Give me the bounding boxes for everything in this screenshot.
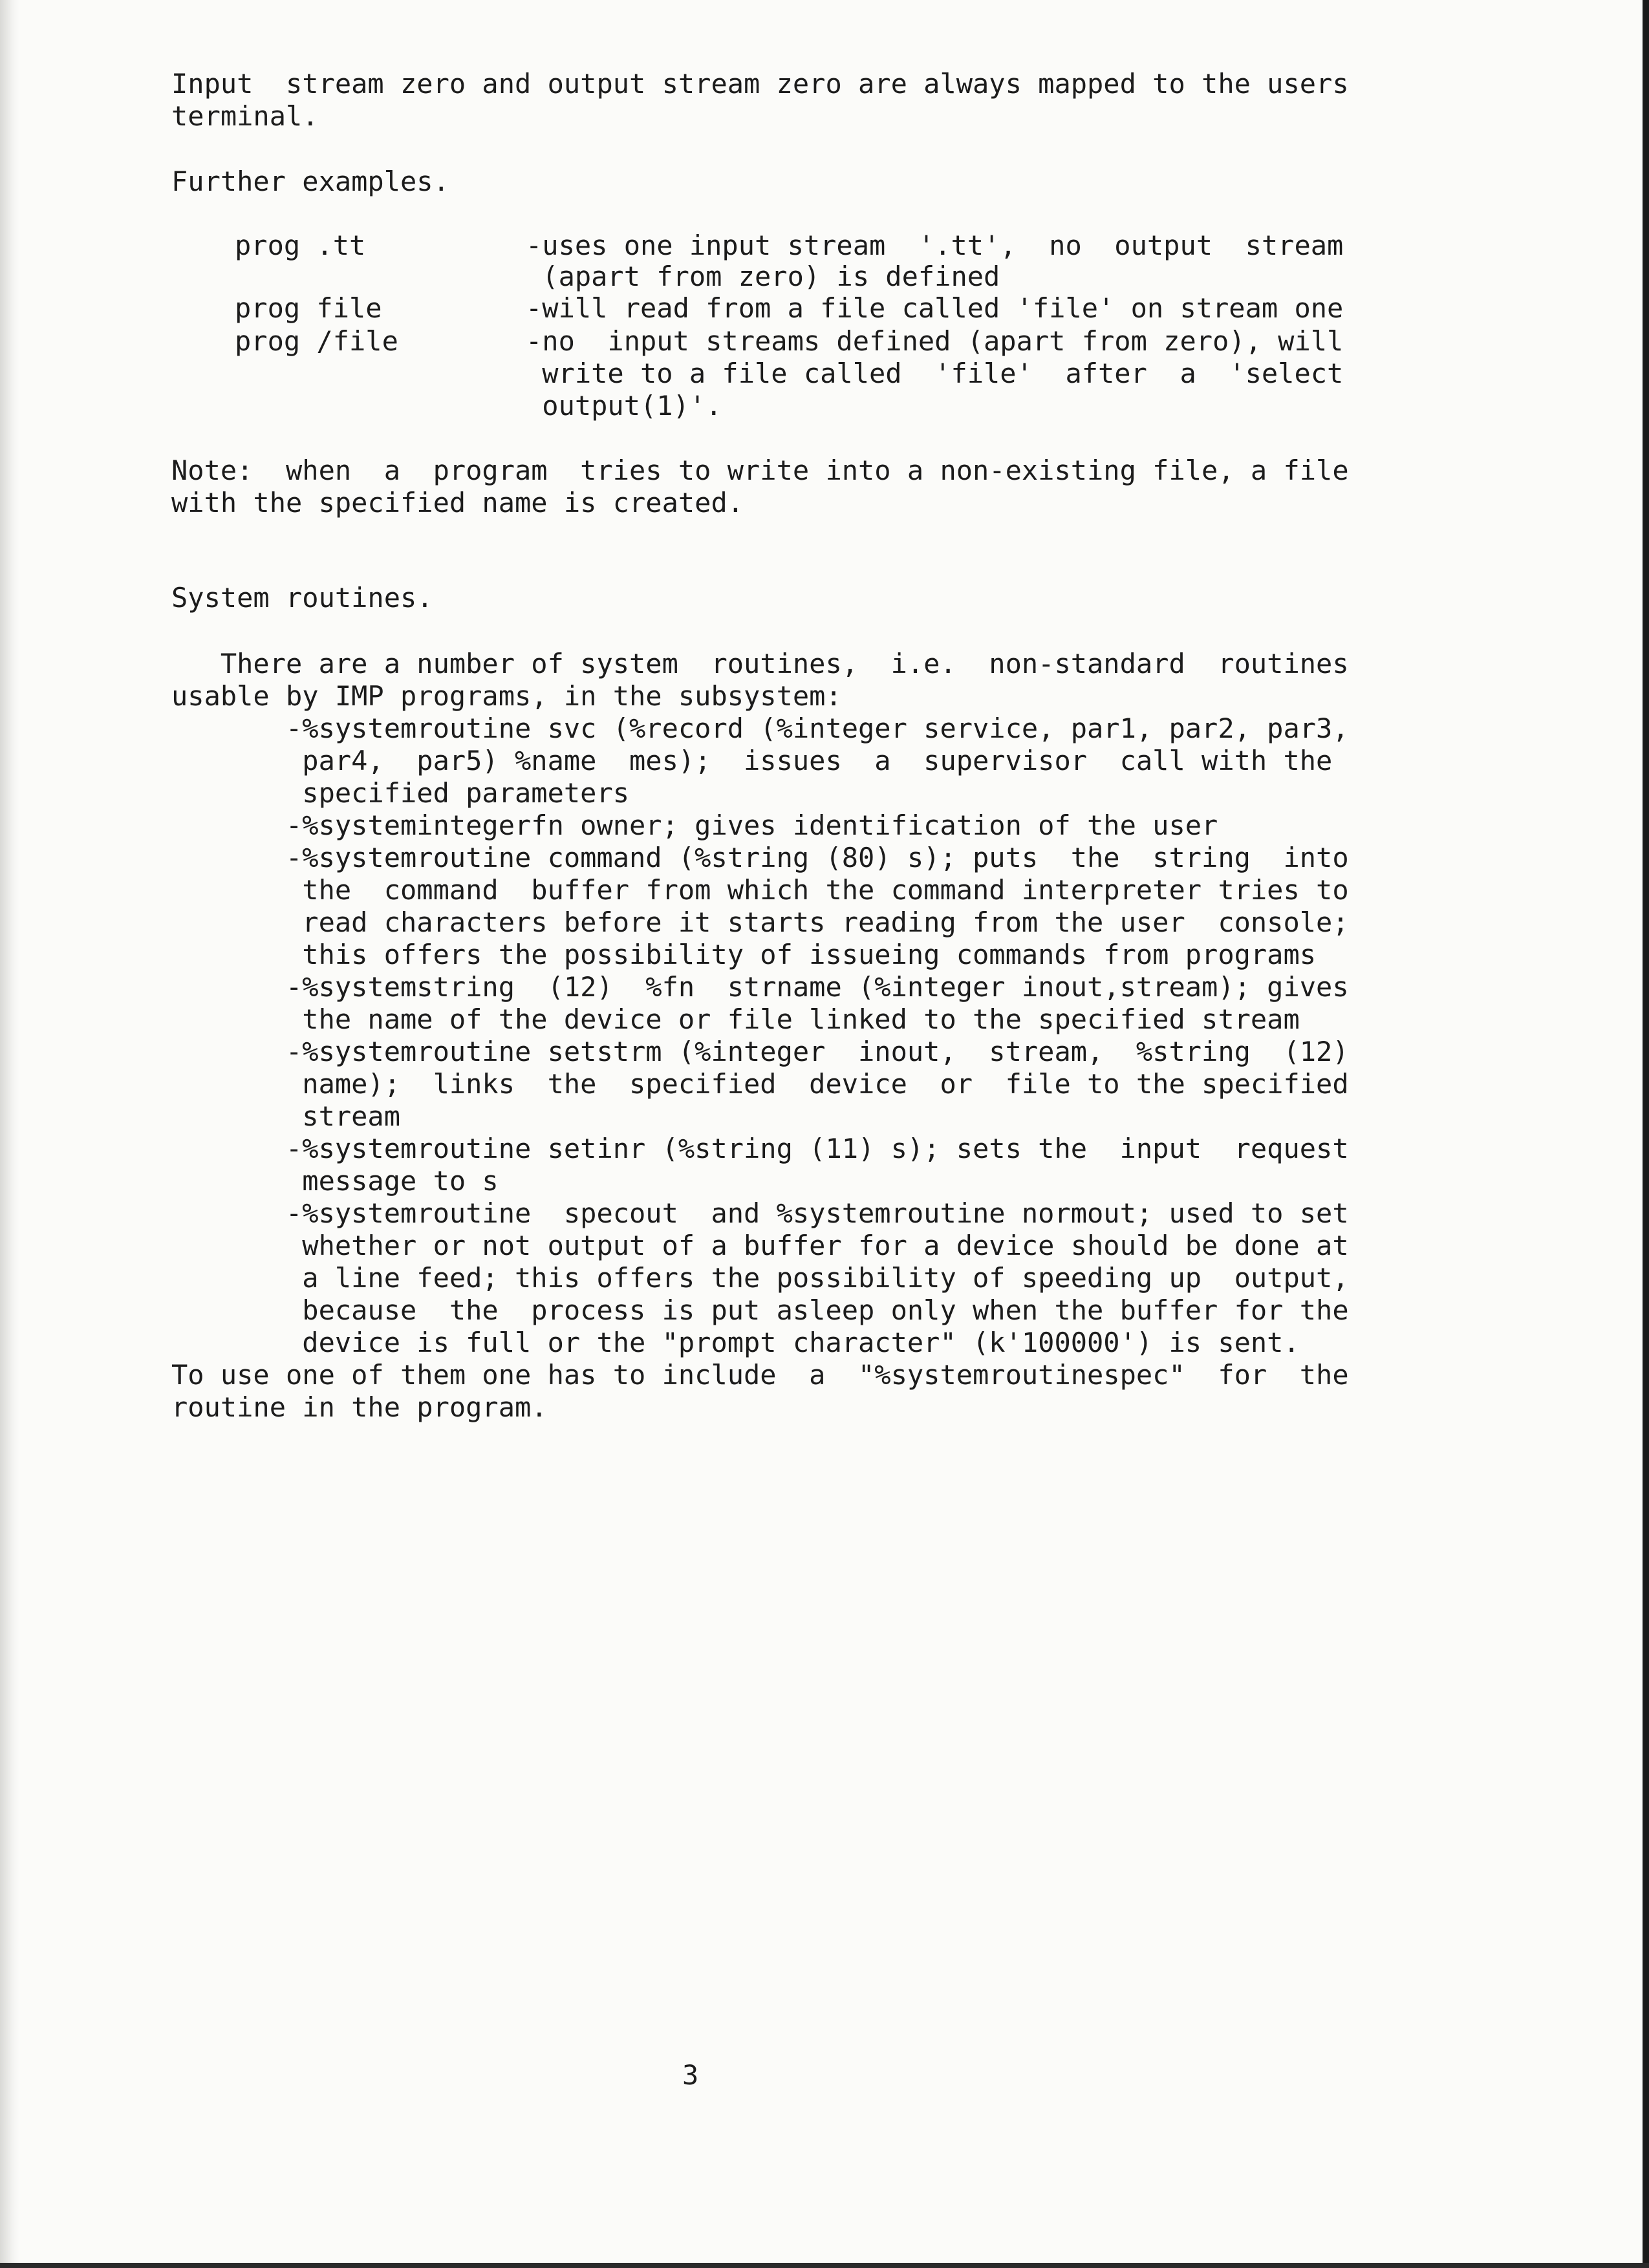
example-command: prog /file <box>235 325 398 357</box>
body-line: the command buffer from which the command interpreter tries to <box>171 874 1349 906</box>
routine-item: -%systemstring (12) %fn strname (%integer inout,stream); gives <box>171 971 1349 1003</box>
routine-item: -%systemroutine specout and %systemroutine normout; used to set <box>171 1197 1349 1229</box>
routine-item: -%systemroutine command (%string (80) s); puts the string into <box>171 842 1349 873</box>
routine-item: -%systemroutine setstrm (%integer inout, stream, %string (12) <box>171 1036 1349 1067</box>
system-routines-body <box>171 648 1349 1424</box>
intro-paragraph <box>171 68 1349 133</box>
example-description-line: (apart from zero) is defined <box>526 261 1000 292</box>
body-line: stream <box>171 1100 401 1132</box>
body-line: routine in the program. <box>171 1391 548 1423</box>
further-examples-heading: Further examples. <box>171 166 449 197</box>
body-line: a line feed; this offers the possibility of speeding up output, <box>171 1262 1349 1294</box>
body-line: device is full or the "prompt character" (k'100000') is sent. <box>171 1327 1300 1358</box>
system-routines-heading: System routines. <box>171 582 433 614</box>
example-description-line: -no input streams defined (apart from zero), will <box>526 325 1344 357</box>
body-line: name); links the specified device or file to the specified <box>171 1068 1349 1100</box>
body-line: because the process is put asleep only when the buffer for the <box>171 1294 1349 1326</box>
routine-item: -%systemroutine setinr (%string (11) s); sets the input request <box>171 1133 1349 1164</box>
example-description-line: output(1)'. <box>526 390 722 422</box>
intro-line: terminal. <box>171 100 319 132</box>
body-line: To use one of them one has to include a "%systemroutinespec" for the <box>171 1359 1349 1391</box>
example-description-line: -will read from a file called 'file' on stream one <box>526 292 1344 324</box>
scan-edge-left <box>0 0 19 2268</box>
body-line: message to s <box>171 1165 499 1197</box>
body-line: usable by IMP programs, in the subsystem: <box>171 680 842 712</box>
scan-edge-right <box>1643 0 1649 2268</box>
body-line: read characters before it starts reading from the user console; <box>171 906 1349 938</box>
note-paragraph <box>171 455 1349 519</box>
routine-item: -%systemintegerfn owner; gives identification of the user <box>171 809 1218 841</box>
routine-item: -%systemroutine svc (%record (%integer service, par1, par2, par3, <box>171 712 1349 744</box>
note-line: Note: when a program tries to write into a non-existing file, a file <box>171 455 1349 486</box>
example-description-line: -uses one input stream '.tt', no output stream <box>526 230 1344 261</box>
scan-edge-bottom <box>0 2263 1649 2268</box>
example-command: prog .tt <box>235 230 366 261</box>
body-line: whether or not output of a buffer for a device should be done at <box>171 1230 1349 1261</box>
body-line: this offers the possibility of issueing commands from programs <box>171 939 1317 970</box>
body-line: There are a number of system routines, i.e. non-standard routines <box>171 648 1349 679</box>
body-line: specified parameters <box>171 777 630 809</box>
example-description-line: write to a file called 'file' after a 'select <box>526 358 1344 389</box>
example-command: prog file <box>235 292 382 324</box>
note-line: with the specified name is created. <box>171 487 744 519</box>
body-line: par4, par5) %name mes); issues a supervisor call with the <box>171 745 1333 776</box>
intro-line: Input stream zero and output stream zero are always mapped to the users <box>171 68 1349 100</box>
page-number: 3 <box>682 2059 699 2091</box>
body-line: the name of the device or file linked to the specified stream <box>171 1003 1300 1035</box>
